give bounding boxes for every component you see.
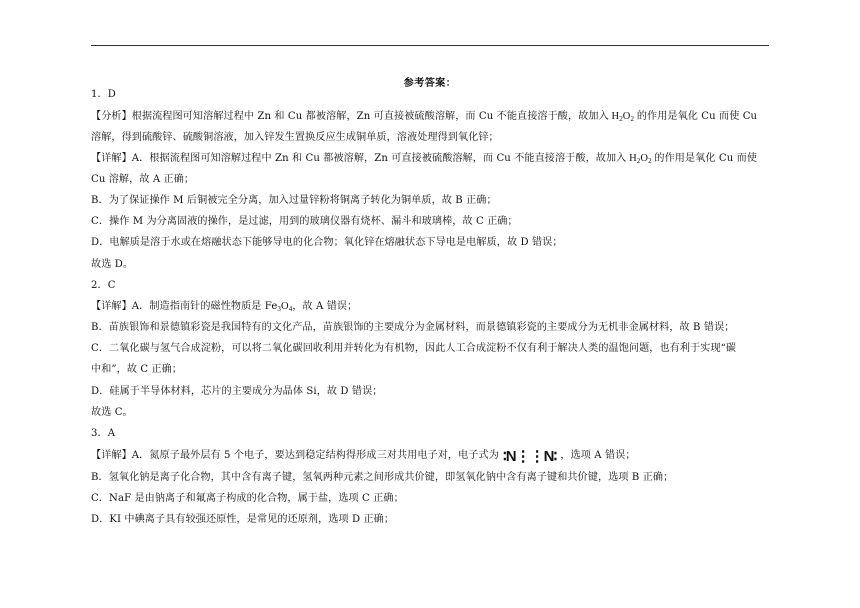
answer-1-option-c: C．操作 M 为分离固液的操作，是过滤，用到的玻璃仪器有烧杯、漏斗和玻璃棒，故 C 正确； — [91, 216, 518, 227]
formula-part: O — [640, 153, 649, 164]
page-title: 参考答案： — [403, 78, 457, 89]
formula-part: O — [622, 111, 631, 122]
formula-sub: 2 — [619, 115, 623, 123]
text-segment: 的作用是氧化 Cu 而使 Cu — [636, 111, 758, 122]
text-segment: 的作用是氧化 Cu 而使 — [654, 153, 758, 164]
formula-sub: 2 — [636, 157, 641, 165]
answer-1-detail-line1 — [91, 152, 771, 168]
formula-part: H — [611, 111, 620, 122]
text-segment: ，选项 A 错误； — [560, 450, 636, 461]
answer-1-analysis-line1 — [91, 110, 771, 126]
formula-h2o2 — [609, 111, 637, 122]
answer-2-option-c-line2: 中和”，故 C 正确； — [91, 364, 183, 375]
answer-2-option-d: D．硅属于半导体材料，芯片的主要成分为晶体 Si，故 D 错误； — [91, 386, 383, 397]
text-segment: 【详解】A．制造指南针的磁性物质是 Fe — [91, 301, 278, 312]
lewis-structure-n2: ∶N⋮⋮N∶ — [502, 448, 557, 465]
text-segment: 【详解】A．根据流程图可知溶解过程中 Zn 和 Cu 都被溶解，Zn 可直接被硫酸溶解，而 Cu 不能直接溶于酸，故加入 — [91, 153, 627, 164]
answer-3-option-b: B．氢氧化钠是离子化合物，其中含有离子键，氢氧两种元素之间形成共价键，即氢氧化钠中含有离子键和共价键，选项 B 正确； — [91, 472, 674, 483]
formula-sub: 3 — [277, 305, 282, 313]
answer-1-detail-line2: Cu 溶解，故 A 正确； — [91, 174, 195, 185]
answer-2-option-b: B．苗族银饰和景德镇彩瓷是我国特有的文化产品，苗族银饰的主要成分为金属材料，而景德镇彩瓷的主要成分为无机非金属材料，故 B 错误； — [91, 322, 735, 333]
formula-sub: 2 — [648, 157, 652, 165]
formula-sub: 2 — [630, 115, 635, 123]
answer-3-heading: 3．A — [91, 428, 116, 439]
answer-1-analysis-line2: 溶解，得到硫酸锌、硫酸铜溶液，加入锌发生置换反应生成铜单质，溶液处理得到氧化锌； — [91, 132, 499, 143]
formula-h2o2 — [626, 153, 654, 164]
answer-1-heading: 1．D — [91, 89, 116, 100]
answer-2-detail-line1 — [91, 300, 771, 316]
answer-2-conclusion: 故选 C。 — [91, 407, 133, 418]
answer-1-option-d: D．电解质是溶于水或在熔融状态下能够导电的化合物；氧化锌在熔融状态下导电是电解质，故 D 错误； — [91, 237, 563, 248]
answer-3-option-d: D．KI 中碘离子具有较强还原性，是常见的还原剂，选项 D 正确； — [91, 514, 395, 525]
answer-1-option-b: B．为了保证操作 M 后铜被完全分离，加入过量锌粉将铜离子转化为铜单质，故 B 正确； — [91, 195, 497, 206]
text-segment: 【分析】根据流程图可知溶解过程中 Zn 和 Cu 都被溶解，Zn 可直接被硫酸溶解，而 Cu 不能直接溶于酸，故加入 — [91, 111, 609, 122]
formula-part: O — [281, 301, 289, 312]
answer-1-conclusion: 故选 D。 — [91, 259, 134, 270]
formula-sub: 4 — [288, 305, 293, 313]
text-segment: 【详解】A．氮原子最外层有 5 个电子，要达到稳定结构得形成三对共用电子对，电子式为 — [91, 450, 499, 461]
header-rule — [91, 45, 769, 46]
formula-part: H — [629, 153, 637, 164]
answer-2-option-c-line1: C．二氧化碳与氢气合成淀粉，可以将二氧化碳回收利用并转化为有机物，因此人工合成淀粉不仅有利于解决人类的温饱问题，也有利于实现“碳 — [91, 343, 737, 354]
answer-2-heading: 2．C — [91, 280, 116, 291]
answer-3-option-c: C．NaF 是由钠离子和氟离子构成的化合物，属于盐，选项 C 正确； — [91, 493, 404, 504]
formula-fe3o4 — [277, 301, 292, 312]
text-segment: ，故 A 错误； — [292, 301, 358, 312]
answer-3-detail-line1 — [91, 449, 771, 464]
